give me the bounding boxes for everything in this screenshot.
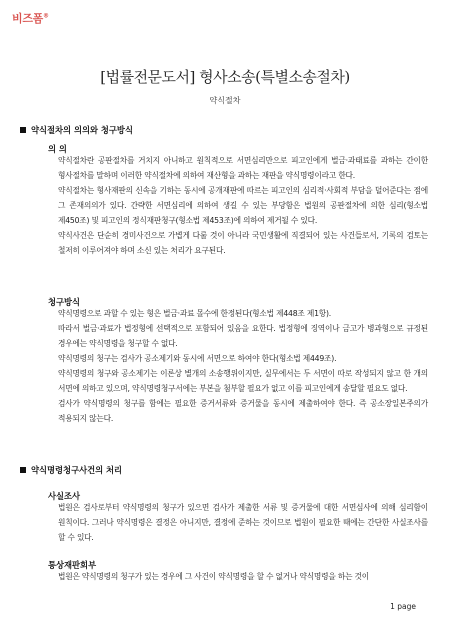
subsection-heading: 통상재판회부 (48, 560, 97, 570)
paragraph-block (58, 500, 428, 545)
paragraph: 약식절차란 공판절차를 거치지 아니하고 원칙적으로 서면심리만으로 피고인에게 벌금·과태료를 과하는 간이한 형사절차를 말하며 이러한 약식절차에 의하여 재산형을 과하는 재판을 약식명령이라고 한다. (58, 156, 428, 180)
document-subtitle: 약식절차 (209, 96, 241, 105)
bizform-logo (12, 10, 49, 26)
square-bullet-icon (20, 127, 26, 133)
logo-text: 비즈폼 (12, 12, 43, 25)
paragraph: 약식명령의 청구는 검사가 공소제기와 동시에 서면으로 하여야 한다(형소법 제449조). (58, 354, 337, 363)
section-heading-text: 약식명령청구사건의 처리 (31, 465, 123, 475)
paragraph: 약식명령으로 과할 수 있는 형은 벌금·과료 몰수에 한정된다(형소법 제448조 제1항). (58, 309, 332, 318)
paragraph: 약식사건은 단순히 경미사건으로 가볍게 다룰 것이 아니라 국민생활에 직결되어 있는 사건들로서, 기록의 검토는 철저히 이루어져야 하며 소신 있는 처리가 요구된다. (58, 231, 428, 255)
paragraph: 약식절차는 형사재판의 신속을 기하는 동시에 공개재판에 따르는 피고인의 심리적·사회적 부담을 덜어준다는 점에 그 존재의의가 있다. 간략한 서면심리에 의하여 생길 수 있는 부당함은 법원의 공판절차에 의한 심리(형소법 제450조) 및 피고인의 정식재판청구(형소법 제453조)에 의하여 제거될 수 있다. (58, 186, 428, 225)
paragraph: 약식명령의 청구와 공소제기는 이론상 별개의 소송행위이지만, 실무에서는 두 서면이 따로 작성되지 않고 한 개의 서면에 의하고 있으며, 약식명령청구서에는 부본을 첨부할 필요가 없고 이를 피고인에게 송달할 필요도 없다. (58, 369, 428, 393)
section-heading-2 (20, 464, 122, 476)
paragraph-block (58, 153, 428, 258)
paragraph: 따라서 벌금·과료가 법정형에 선택적으로 포함되어 있음을 요한다. 법정형에 징역이나 금고가 병과형으로 규정된 경우에는 약식명령을 청구할 수 없다. (58, 324, 428, 348)
section-heading-text: 약식절차의 의의와 청구방식 (31, 125, 133, 135)
square-bullet-icon (20, 467, 26, 473)
subsection-heading: 의 의 (48, 144, 67, 154)
paragraph: 법원은 검사로부터 약식명령의 청구가 있으면 검사가 제출한 서류 및 증거물에 대한 서면심사에 의해 심리함이 원칙이다. 그러나 약식명령은 결정은 아니지만, 결정에 준하는 것이므로 법원이 필요한 때에는 간단한 사실조사를 할 수 있다. (58, 503, 428, 542)
subsection-heading: 청구방식 (48, 297, 81, 307)
paragraph-block (58, 569, 428, 584)
paragraph-block (58, 306, 428, 426)
document-title: [법률전문도서] 형사소송(특별소송절차) (100, 68, 350, 86)
page-number: 1 page (390, 602, 416, 611)
section-heading-1 (20, 124, 133, 136)
paragraph: 법원은 약식명령의 청구가 있는 경우에 그 사건이 약식명령을 할 수 없거나 약식명령을 하는 것이 (58, 572, 369, 581)
registered-mark: ® (42, 12, 49, 20)
paragraph: 검사가 약식명령의 청구를 함에는 필요한 증거서류와 증거물을 동시에 제출하여야 한다. 즉 공소장일본주의가 적용되지 않는다. (58, 399, 428, 423)
subsection-heading: 사실조사 (48, 491, 81, 501)
